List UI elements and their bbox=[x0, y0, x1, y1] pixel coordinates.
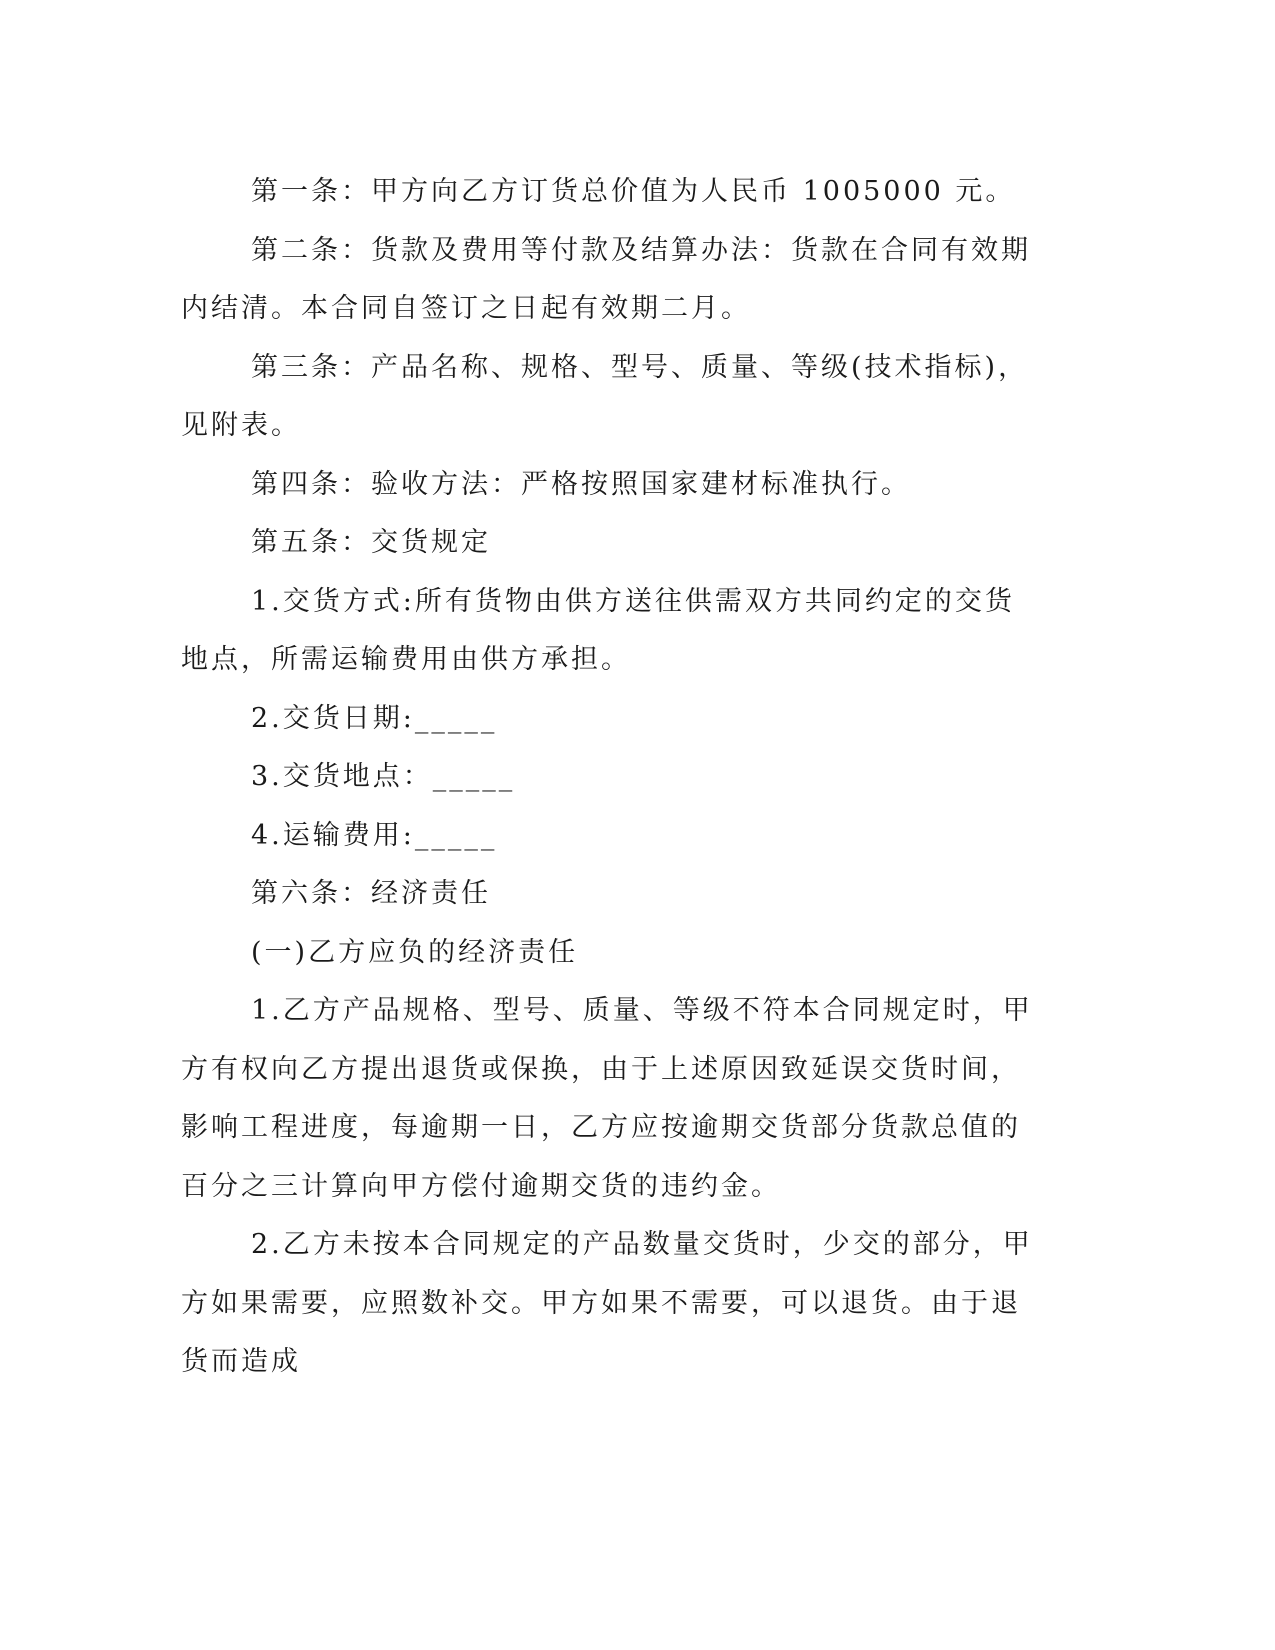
delivery-method-item: 1.交货方式:所有货物由供方送往供需双方共同约定的交货地点，所需运输费用由供方承担。 bbox=[181, 585, 1015, 675]
article-3-paragraph: 第三条：产品名称、规格、型号、质量、等级(技术指标)，见附表。 bbox=[181, 351, 1029, 441]
article-5-heading: 第五条：交货规定 bbox=[251, 527, 491, 558]
party-b-liability-item-1: 1.乙方产品规格、型号、质量、等级不符本合同规定时，甲方有权向乙方提出退货或保换，由于上述原因致延误交货时间，影响工程进度，每逾期一日，乙方应按逾期交货部分货款总值的百分之三计算向甲方偿付逾期交货的违约金。 bbox=[181, 995, 1033, 1202]
article-6-heading: 第六条：经济责任 bbox=[251, 878, 491, 909]
delivery-location-item: 3.交货地点：_____ bbox=[251, 761, 516, 792]
party-b-liability-heading: (一)乙方应负的经济责任 bbox=[251, 936, 579, 968]
delivery-date-item: 2.交货日期:_____ bbox=[251, 702, 498, 734]
party-b-liability-item-2: 2.乙方未按本合同规定的产品数量交货时，少交的部分，甲方如果需要，应照数补交。甲方如果不需要，可以退货。由于退货而造成 bbox=[181, 1229, 1033, 1377]
document-body bbox=[181, 163, 1041, 1392]
article-2-paragraph: 第二条：货款及费用等付款及结算办法：货款在合同有效期内结清。本合同自签订之日起有效期二月。 bbox=[181, 234, 1031, 324]
article-4-paragraph: 第四条：验收方法：严格按照国家建材标准执行。 bbox=[251, 468, 911, 500]
transport-cost-item: 4.运输费用:_____ bbox=[251, 819, 498, 851]
article-1-paragraph: 第一条：甲方向乙方订货总价值为人民币 1005000 元。 bbox=[251, 176, 1016, 207]
